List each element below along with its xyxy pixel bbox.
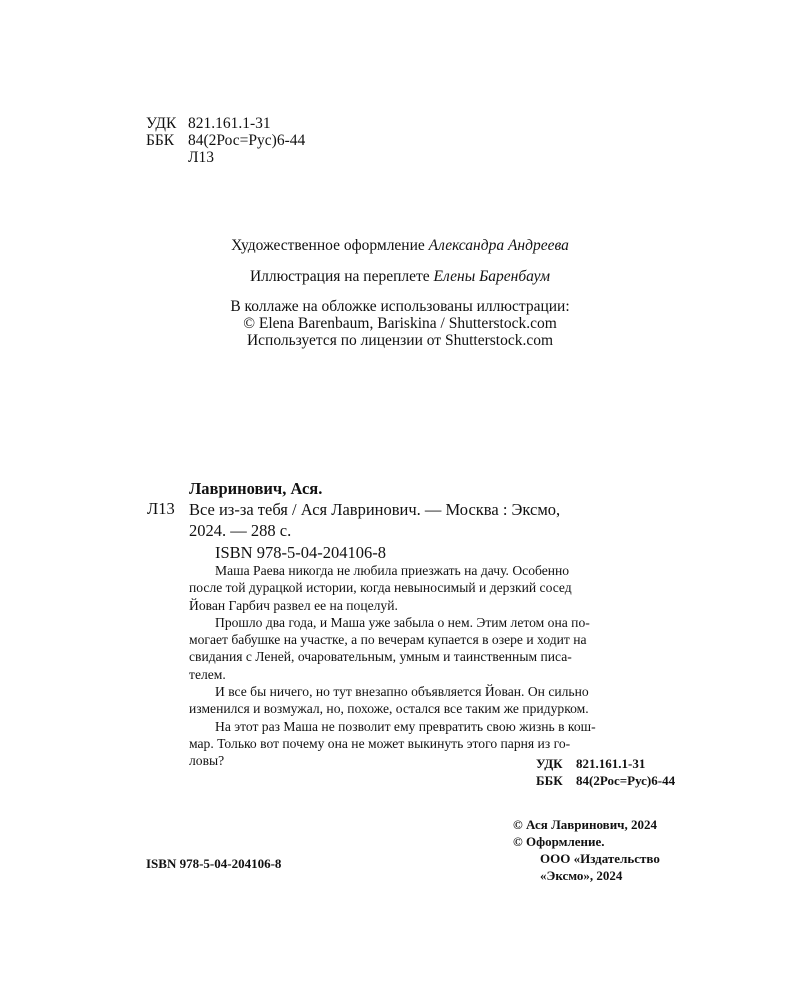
top-author-mark: Л13 [188, 149, 215, 166]
bottom-udk-line [536, 755, 675, 772]
copyright-publisher-1: ООО «Издательство [540, 851, 660, 866]
annotation-line: телем. [189, 666, 226, 682]
bottom-udk-value: 821.161.1-31 [576, 756, 646, 771]
bottom-bbk-line [536, 772, 675, 789]
annotation-line: Маша Раева никогда не любила приезжать на дачу. Особенно [215, 563, 570, 578]
annotation-paragraph [189, 562, 708, 614]
annotation-line: после той дурацкой истории, когда невыносимый и дерзкий сосед [189, 580, 572, 596]
annotation-line: изменился и возмужал, но, похоже, остался все таким же придурком. [189, 701, 589, 717]
catalog-code: Л13 [147, 499, 175, 518]
catalog-title [189, 499, 708, 541]
catalog-isbn: ISBN 978-5-04-204106-8 [215, 543, 386, 562]
copyright-block [513, 816, 660, 884]
top-udk-line [146, 115, 305, 132]
top-bbk-line [146, 132, 305, 149]
bottom-isbn: ISBN 978-5-04-204106-8 [146, 856, 282, 871]
annotation-line: И все бы ничего, но тут внезапно объявляется Йован. Он сильно [215, 684, 589, 700]
annotation-paragraph [189, 683, 708, 718]
bottom-udk-label: УДК [536, 756, 563, 771]
design-credit-label: Художественное оформление [231, 237, 425, 254]
annotation-line: могает бабушке на участке, а по вечерам купается в озере и ходит на [189, 632, 587, 648]
annotation-line: На этот раз Маша не позволит ему превратить свою жизнь в кош- [215, 718, 596, 734]
top-bbk-value: 84(2Рос=Рус)6-44 [188, 132, 306, 149]
annotation-line: Йован Гарбич развел ее на поцелуй. [189, 597, 398, 613]
design-credit-name: Александра Андреева [428, 237, 569, 254]
annotation-line: свидания с Леней, очаровательным, умным и таинственным писа- [189, 649, 572, 665]
top-udk-label: УДК [146, 115, 177, 132]
design-credit [0, 237, 800, 255]
catalog-title-line-1: Все из-за тебя / Ася Лавринович. — Москва : Эксмо, [189, 500, 561, 519]
license-line: Используется по лицензии от Shutterstock.com [246, 332, 554, 349]
collage-sources: © Elena Barenbaum, Bariskina / Shutterstock.com [243, 315, 557, 332]
illustration-credit-name: Елены Баренбаум [433, 268, 551, 285]
annotation-line: мар. Только вот почему она не может выкинуть этого парня из го- [189, 735, 571, 751]
bottom-bbk-value: 84(2Рос=Рус)6-44 [576, 773, 676, 788]
top-bbk-label: ББК [146, 132, 175, 149]
collage-line: В коллаже на обложке использованы иллюстрации: [230, 298, 570, 315]
top-udk-value: 821.161.1-31 [188, 115, 271, 132]
bottom-bbk-label: ББК [536, 773, 563, 788]
catalog-title-line-2: 2024. — 288 с. [189, 521, 292, 540]
book-annotation [189, 562, 708, 770]
annotation-paragraph [189, 614, 708, 683]
copyright-author: © Ася Лавринович, 2024 [513, 817, 658, 832]
copyright-publisher-2: «Эксмо», 2024 [540, 868, 623, 883]
collage-credit [0, 298, 800, 349]
copyright-design: © Оформление. [513, 834, 605, 849]
illustration-credit [0, 268, 800, 286]
annotation-line: ловы? [189, 753, 225, 769]
illustration-credit-label: Иллюстрация на переплете [249, 268, 430, 285]
catalog-author: Лавринович, Ася. [189, 479, 323, 498]
top-classification-codes [146, 115, 305, 166]
annotation-line: Прошло два года, и Маша уже забыла о нем. Этим летом она по- [215, 614, 590, 630]
bottom-classification-codes [536, 755, 675, 789]
